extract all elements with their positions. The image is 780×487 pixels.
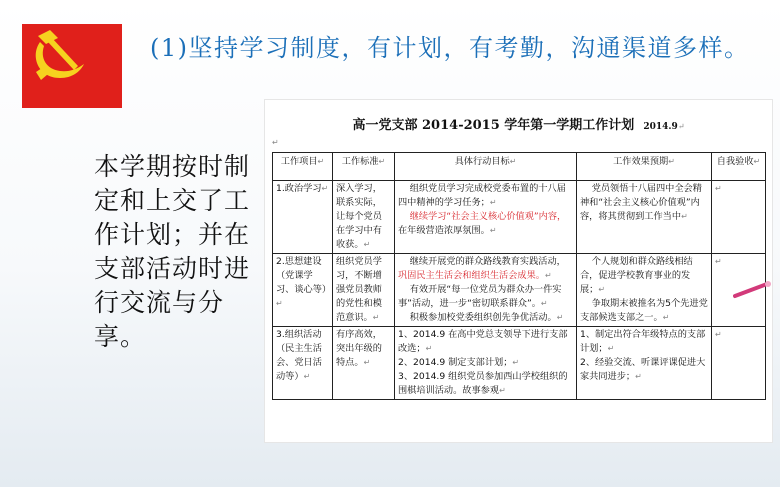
work-plan-document xyxy=(265,100,772,442)
cell-item: 2.思想建设（党课学习、谈心等）↵ xyxy=(273,254,333,327)
cell-standard: 组织党员学习，不断增强党员教师的党性和模范意识。↵ xyxy=(333,254,395,327)
laser-pointer-icon xyxy=(733,280,773,300)
cell-check: ↵ xyxy=(712,327,766,400)
document-title-text: 高一党支部 2014-2015 学年第一学期工作计划 xyxy=(352,118,635,133)
table-row xyxy=(273,254,766,327)
table-header-row xyxy=(273,153,766,181)
highlighted-text: 继续学习“社会主义核心价值观”内容， xyxy=(409,211,567,222)
cell-check: ↵ xyxy=(712,181,766,254)
cell-check: ↵ xyxy=(712,254,766,327)
document-date: 2014.9 xyxy=(643,122,678,132)
header-cell: 工作标准↵ xyxy=(333,153,395,181)
cell-item: 1.政治学习↵ xyxy=(273,181,333,254)
cell-effect: 党员领悟十八届四中全会精神和“社会主义核心价值观”内容，将其贯彻到工作当中↵ xyxy=(577,181,712,254)
cell-effect: 1、制定出符合年级特点的支部计划；↵ 2、经验交流、听课评课促进大家共同进步；↵ xyxy=(577,327,712,400)
hammer-sickle-icon xyxy=(28,28,88,84)
party-flag xyxy=(22,24,122,108)
cell-effect: 个人规划和群众路线相结合，促进学校教育事业的发展；↵ 争取期末被推名为5个先进党支部候选支部之一。↵ xyxy=(577,254,712,327)
paragraph-mark: ↵ xyxy=(272,138,279,147)
cell-item: 3.组织活动（民主生活会、党日活动等）↵ xyxy=(273,327,333,400)
table-row xyxy=(273,181,766,254)
slide-headline: (1)坚持学习制度，有计划，有考勤，沟通渠道多样。 xyxy=(150,34,750,62)
document-title xyxy=(265,114,772,133)
header-cell: 具体行动目标↵ xyxy=(395,153,577,181)
cell-action: 1、2014.9 在高中党总支领导下进行支部改选；↵ 2、2014.9 制定支部计划；↵ 3、2014.9 组织党员参加西山学校组织的围棋培训活动。故事参观↵ xyxy=(395,327,577,400)
header-cell: 工作效果预期↵ xyxy=(577,153,712,181)
cell-standard: 深入学习，联系实际，让每个党员在学习中有收获。↵ xyxy=(333,181,395,254)
highlighted-text: 巩固民主生活会和组织生活会成果。 xyxy=(398,270,545,281)
cell-standard: 有序高效，突出年级的特点。↵ xyxy=(333,327,395,400)
paragraph-mark: ↵ xyxy=(677,122,685,131)
header-cell: 自我验收↵ xyxy=(712,153,766,181)
work-plan-table xyxy=(272,152,766,400)
table-row xyxy=(273,327,766,400)
header-cell: 工作项目↵ xyxy=(273,153,333,181)
cell-action: 组织党员学习完成校党委布置的十八届四中精神的学习任务；↵ 继续学习“社会主义核心价值观”内容，在年级营造浓厚氛围。↵ xyxy=(395,181,577,254)
slide-side-text: 本学期按时制定和上交了工作计划；并在支部活动时进行交流与分享。 xyxy=(94,152,251,351)
cell-action: 继续开展党的群众路线教育实践活动，巩固民主生活会和组织生活会成果。↵ 有效开展“每一位党员为群众办一件实事”活动，进一步“密切联系群众”。↵ 积极参加校党委组织创先争优活动。↵ xyxy=(395,254,577,327)
